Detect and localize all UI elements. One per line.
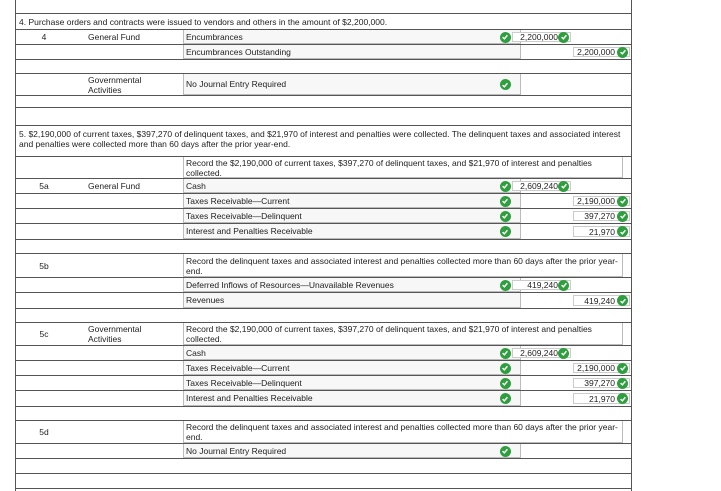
entry-number: 5a [39, 181, 49, 191]
check-icon [497, 346, 513, 360]
fund-label: Governmental Activities [88, 324, 142, 344]
debit-value: 419,240 [527, 280, 558, 290]
blank-row [15, 95, 631, 107]
blank-row [15, 239, 631, 253]
blank-row [15, 473, 631, 489]
check-icon [497, 179, 513, 193]
check-icon [617, 363, 628, 374]
journal-row [15, 208, 631, 223]
entry-note-row [15, 420, 631, 443]
entry-number: 5c [39, 329, 49, 339]
journal-row [15, 360, 631, 375]
debit-value: 2,609,240 [520, 348, 558, 358]
check-icon [497, 194, 513, 208]
credit-value: 397,270 [584, 378, 615, 388]
entry-number: 5d [39, 427, 49, 437]
check-icon [617, 295, 628, 306]
check-icon [497, 278, 513, 292]
journal-row [15, 345, 631, 360]
check-icon [617, 378, 628, 389]
entry-note: Record the $2,190,000 of current taxes, $397,270 of delinquent taxes, and $21,970 of interest and penalties collected. [183, 157, 623, 178]
account-select[interactable]: No Journal Entry Required [183, 74, 521, 95]
check-icon [617, 196, 628, 207]
check-icon [558, 348, 569, 359]
journal-row [15, 73, 631, 95]
entry-number: 5b [39, 260, 49, 271]
check-icon [558, 181, 569, 192]
account-select[interactable]: Encumbrances Outstanding [183, 45, 521, 59]
credit-value: 397,270 [584, 211, 615, 221]
credit-value: 2,200,000 [577, 47, 615, 57]
check-icon [617, 47, 628, 58]
account-select[interactable]: Taxes Receivable—Current [183, 361, 521, 375]
section-5-header [15, 125, 631, 156]
blank-row [15, 406, 631, 420]
journal-row [15, 178, 631, 193]
check-icon [497, 74, 513, 95]
entry-number: 4 [41, 32, 47, 42]
check-icon [497, 224, 513, 239]
account-select[interactable]: Interest and Penalties Receivable [183, 224, 521, 239]
entry-note: Record the delinquent taxes and associated interest and penalties collected more than 60 days after the prior year-end. [183, 421, 623, 443]
fund-label: Governmental Activities [88, 74, 142, 95]
check-icon [617, 393, 628, 404]
check-icon [497, 209, 513, 223]
section-4-description: 4. Purchase orders and contracts were issued to vendors and others in the amount of $2,200,000. [19, 17, 388, 27]
credit-value: 2,190,000 [577, 196, 615, 206]
check-icon [497, 30, 513, 44]
check-icon [497, 444, 513, 458]
blank-row [15, 308, 631, 322]
blank-row [15, 458, 631, 473]
blank-row [15, 107, 631, 122]
journal-row [15, 390, 631, 406]
blank-row [15, 59, 631, 73]
entry-note: Record the delinquent taxes and associated interest and penalties collected more than 60 days after the prior year-end. [183, 254, 623, 277]
account-select[interactable]: Cash [183, 179, 521, 193]
section-4-header [15, 13, 631, 29]
journal-row [15, 223, 631, 239]
account-select[interactable]: Interest and Penalties Receivable [183, 391, 521, 406]
account-select[interactable]: Cash [183, 346, 521, 360]
check-icon [497, 391, 513, 406]
journal-row [15, 277, 631, 292]
journal-row [15, 443, 631, 458]
section-5-description: 5. $2,190,000 of current taxes, $397,270 of delinquent taxes, and $21,970 of interest and penalties were collected. The delinquent taxes and associated interest and penalties were collected more than 60 days after the prior year-end. [19, 129, 621, 149]
check-icon [497, 361, 513, 375]
account-select[interactable]: Encumbrances [183, 30, 521, 44]
journal-row [15, 44, 631, 59]
entry-note-row [15, 253, 631, 277]
check-icon [558, 280, 569, 291]
account-select[interactable]: No Journal Entry Required [183, 444, 521, 458]
journal-row [15, 29, 631, 44]
credit-value: 21,970 [589, 226, 615, 237]
debit-value: 2,200,000 [520, 32, 558, 42]
fund-label: General Fund [88, 181, 140, 191]
entry-note-row [15, 322, 631, 345]
journal-row [15, 193, 631, 208]
check-icon [617, 211, 628, 222]
entry-note-row [15, 156, 631, 178]
account-select[interactable]: Deferred Inflows of Resources—Unavailable Revenues [183, 278, 521, 292]
credit-value: 419,240 [584, 295, 615, 306]
credit-value: 2,190,000 [577, 363, 615, 373]
account-select[interactable]: Taxes Receivable—Delinquent [183, 209, 521, 223]
credit-value: 21,970 [589, 393, 615, 404]
account-select[interactable]: Revenues [183, 293, 521, 308]
journal-row [15, 292, 631, 308]
account-select[interactable]: Taxes Receivable—Current [183, 194, 521, 208]
check-icon [497, 376, 513, 390]
entry-note: Record the $2,190,000 of current taxes, $397,270 of delinquent taxes, and $21,970 of interest and penalties collected. [183, 323, 623, 345]
account-select[interactable]: Taxes Receivable—Delinquent [183, 376, 521, 390]
fund-label: General Fund [88, 32, 140, 42]
debit-value: 2,609,240 [520, 181, 558, 191]
check-icon [558, 32, 569, 43]
journal-row [15, 375, 631, 390]
check-icon [617, 226, 628, 237]
